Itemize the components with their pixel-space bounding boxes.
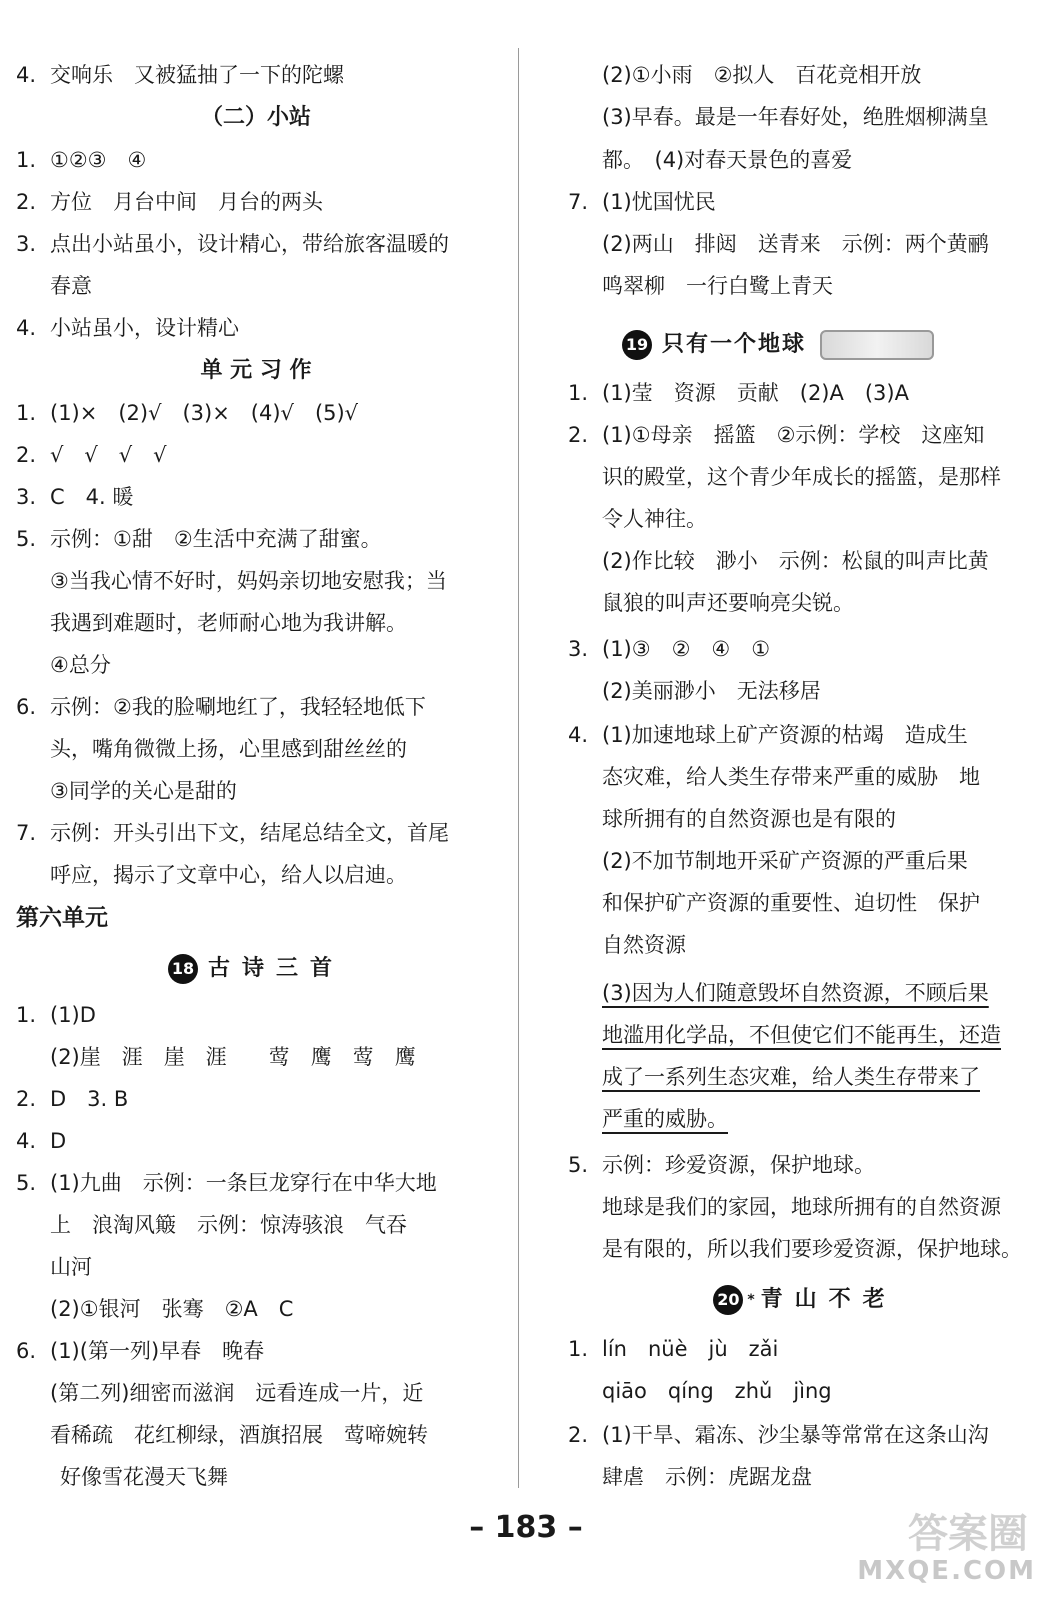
answer-line: 5. 示例：①甜 ②生活中充满了甜蜜。 <box>16 527 382 551</box>
answer-line: 5. (1)九曲 示例：一条巨龙穿行在中华大地 <box>16 1171 437 1195</box>
lesson-number-badge: 20 <box>713 1285 743 1315</box>
answer-line-cont: (3)早春。最是一年春好处，绝胜烟柳满皇 <box>602 105 989 129</box>
answer-line: 1. ①②③ ④ <box>16 148 147 172</box>
answer-line-cont: (2)崖 涯 崖 涯 莺 鹰 莺 鹰 <box>50 1045 416 1069</box>
answer-line: 2. (1)①母亲 摇篮 ②示例：学校 这座知 <box>568 423 985 447</box>
answer-line: 4. 交响乐 又被猛抽了一下的陀螺 <box>16 63 344 87</box>
answer-line-cont: 看稀疏 花红柳绿，酒旗招展 莺啼婉转 <box>50 1423 428 1447</box>
section-heading-xiaozhan: （二）小站 <box>200 105 311 130</box>
answer-line-cont: 和保护矿产资源的重要性、迫切性 保护 <box>602 891 980 915</box>
answer-line-cont: 鸣翠柳 一行白鹭上青天 <box>602 274 833 298</box>
answer-line: 5. 示例：珍爱资源，保护地球。 <box>568 1153 875 1177</box>
underlined-answer-line: 地滥用化学品，不但使它们不能再生，还造 <box>602 1023 1001 1047</box>
answer-line-cont: 头，嘴角微微上扬，心里感到甜丝丝的 <box>50 737 407 761</box>
answer-line-cont: (2)①银河 张骞 ②A C <box>50 1297 294 1321</box>
answer-line-cont: 地球是我们的家园，地球所拥有的自然资源 <box>602 1195 1001 1219</box>
underlined-answer-line: 成了一系列生态灾难，给人类生存带来了 <box>602 1065 980 1089</box>
answer-line-cont: 肆虐 示例：虎踞龙盘 <box>602 1465 812 1489</box>
answer-line: 1. (1)莹 资源 贡献 (2)A (3)A <box>568 381 909 405</box>
lesson-heading-20 <box>568 1284 1042 1316</box>
answer-line-cont: (2)①小雨 ②拟人 百花竞相开放 <box>602 63 922 87</box>
underlined-answer-line: (3)因为人们随意毁坏自然资源，不顾后果 <box>602 981 989 1005</box>
answer-line: 1. (1)× (2)√ (3)× (4)√ (5)√ <box>16 401 359 425</box>
answer-line-cont: ③同学的关心是甜的 <box>50 779 237 803</box>
answer-line: 2. 方位 月台中间 月台的两头 <box>16 190 323 214</box>
answer-line: 4. 小站虽小，设计精心 <box>16 316 239 340</box>
answer-line-cont: (2)不加节制地开采矿产资源的严重后果 <box>602 849 968 873</box>
answer-line-cont: ③当我心情不好时，妈妈亲切地安慰我；当 <box>50 569 447 593</box>
answer-line-cont: 鼠狼的叫声还要响亮尖锐。 <box>602 591 854 615</box>
answer-line: 2. D 3. B <box>16 1087 129 1111</box>
answer-line-cont: 都。 (4)对春天景色的喜爱 <box>602 148 853 172</box>
answer-line: 4. (1)加速地球上矿产资源的枯竭 造成生 <box>568 723 968 747</box>
star-marker: * <box>747 1292 755 1308</box>
answer-line-cont: 识的殿堂，这个青少年成长的摇篮，是那样 <box>602 465 1001 489</box>
answer-line: 2. √ √ √ √ <box>16 443 167 467</box>
answer-line: 4. D <box>16 1129 67 1153</box>
lesson-heading-19 <box>568 329 1052 361</box>
answer-line-cont: (2)两山 排闼 送青来 示例：两个黄鹂 <box>602 232 989 256</box>
answer-line: 1. (1)D <box>16 1003 96 1027</box>
answer-line: 7. (1)忧国忧民 <box>568 190 716 214</box>
underlined-answer-line: 严重的威胁。 <box>602 1107 728 1131</box>
watermark <box>846 1500 1036 1590</box>
lesson-title: 古诗三首 <box>207 956 344 981</box>
answer-line-cont: 呼应，揭示了文章中心，给人以启迪。 <box>50 863 407 887</box>
page-number: – 183 – <box>469 1510 583 1545</box>
answer-line: 3. (1)③ ② ④ ① <box>568 637 771 661</box>
answer-line-cont: 我遇到难题时，老师耐心地为我讲解。 <box>50 611 407 635</box>
answer-line: 1. lín nüè jù zǎi <box>568 1337 779 1361</box>
lesson-title: 青山不老 <box>760 1287 897 1312</box>
answer-line-cont: 令人神往。 <box>602 507 707 531</box>
answer-line-cont: 春意 <box>50 274 92 298</box>
lesson-heading-18 <box>16 953 496 985</box>
answer-line-cont: 上 浪淘风簸 示例：惊涛骇浪 气吞 <box>50 1213 407 1237</box>
answer-line-cont: 山河 <box>50 1255 92 1279</box>
answer-line-cont: (2)作比较 渺小 示例：松鼠的叫声比黄 <box>602 549 989 573</box>
answer-line-cont: (第二列)细密而滋润 远看连成一片，近 <box>50 1381 424 1405</box>
answer-line-cont: 自然资源 <box>602 933 686 957</box>
answer-line: 3. C 4. 暖 <box>16 485 134 509</box>
watermark-logo: 答案圈 <box>908 1511 1028 1557</box>
column-divider <box>518 48 519 1488</box>
lesson-title: 只有一个地球 <box>662 332 807 357</box>
unit-title: 第六单元 <box>16 905 108 931</box>
answer-line: 7. 示例：开头引出下文，结尾总结全文，首尾 <box>16 821 449 845</box>
answer-line-cont: ④总分 <box>50 653 111 677</box>
answer-line: 2. (1)干旱、霜冻、沙尘暴等常常在这条山沟 <box>568 1423 989 1447</box>
lesson-number-badge: 18 <box>168 954 198 984</box>
answer-line: 6. 示例：②我的脸唰地红了，我轻轻地低下 <box>16 695 426 719</box>
answer-line-cont: 球所拥有的自然资源也是有限的 <box>602 807 896 831</box>
section-heading-xizuo: 单 元 习 作 <box>200 358 312 383</box>
lesson-number-badge: 19 <box>622 330 652 360</box>
answer-line-cont: (2)美丽渺小 无法移居 <box>602 679 821 703</box>
answer-line: 6. (1)(第一列)早春 晚春 <box>16 1339 265 1363</box>
decorative-stamp-icon <box>820 330 934 360</box>
answer-line-cont: 是有限的，所以我们要珍爱资源，保护地球。 <box>602 1237 1022 1261</box>
answer-line: 3. 点出小站虽小，设计精心，带给旅客温暖的 <box>16 232 449 256</box>
watermark-url: MXQE.COM <box>857 1556 1036 1586</box>
answer-line-cont: 态灾难，给人类生存带来严重的威胁 地 <box>602 765 980 789</box>
answer-line-cont: 好像雪花漫天飞舞 <box>60 1465 228 1489</box>
answer-line-cont: qiāo qíng zhǔ jìng <box>602 1379 832 1403</box>
